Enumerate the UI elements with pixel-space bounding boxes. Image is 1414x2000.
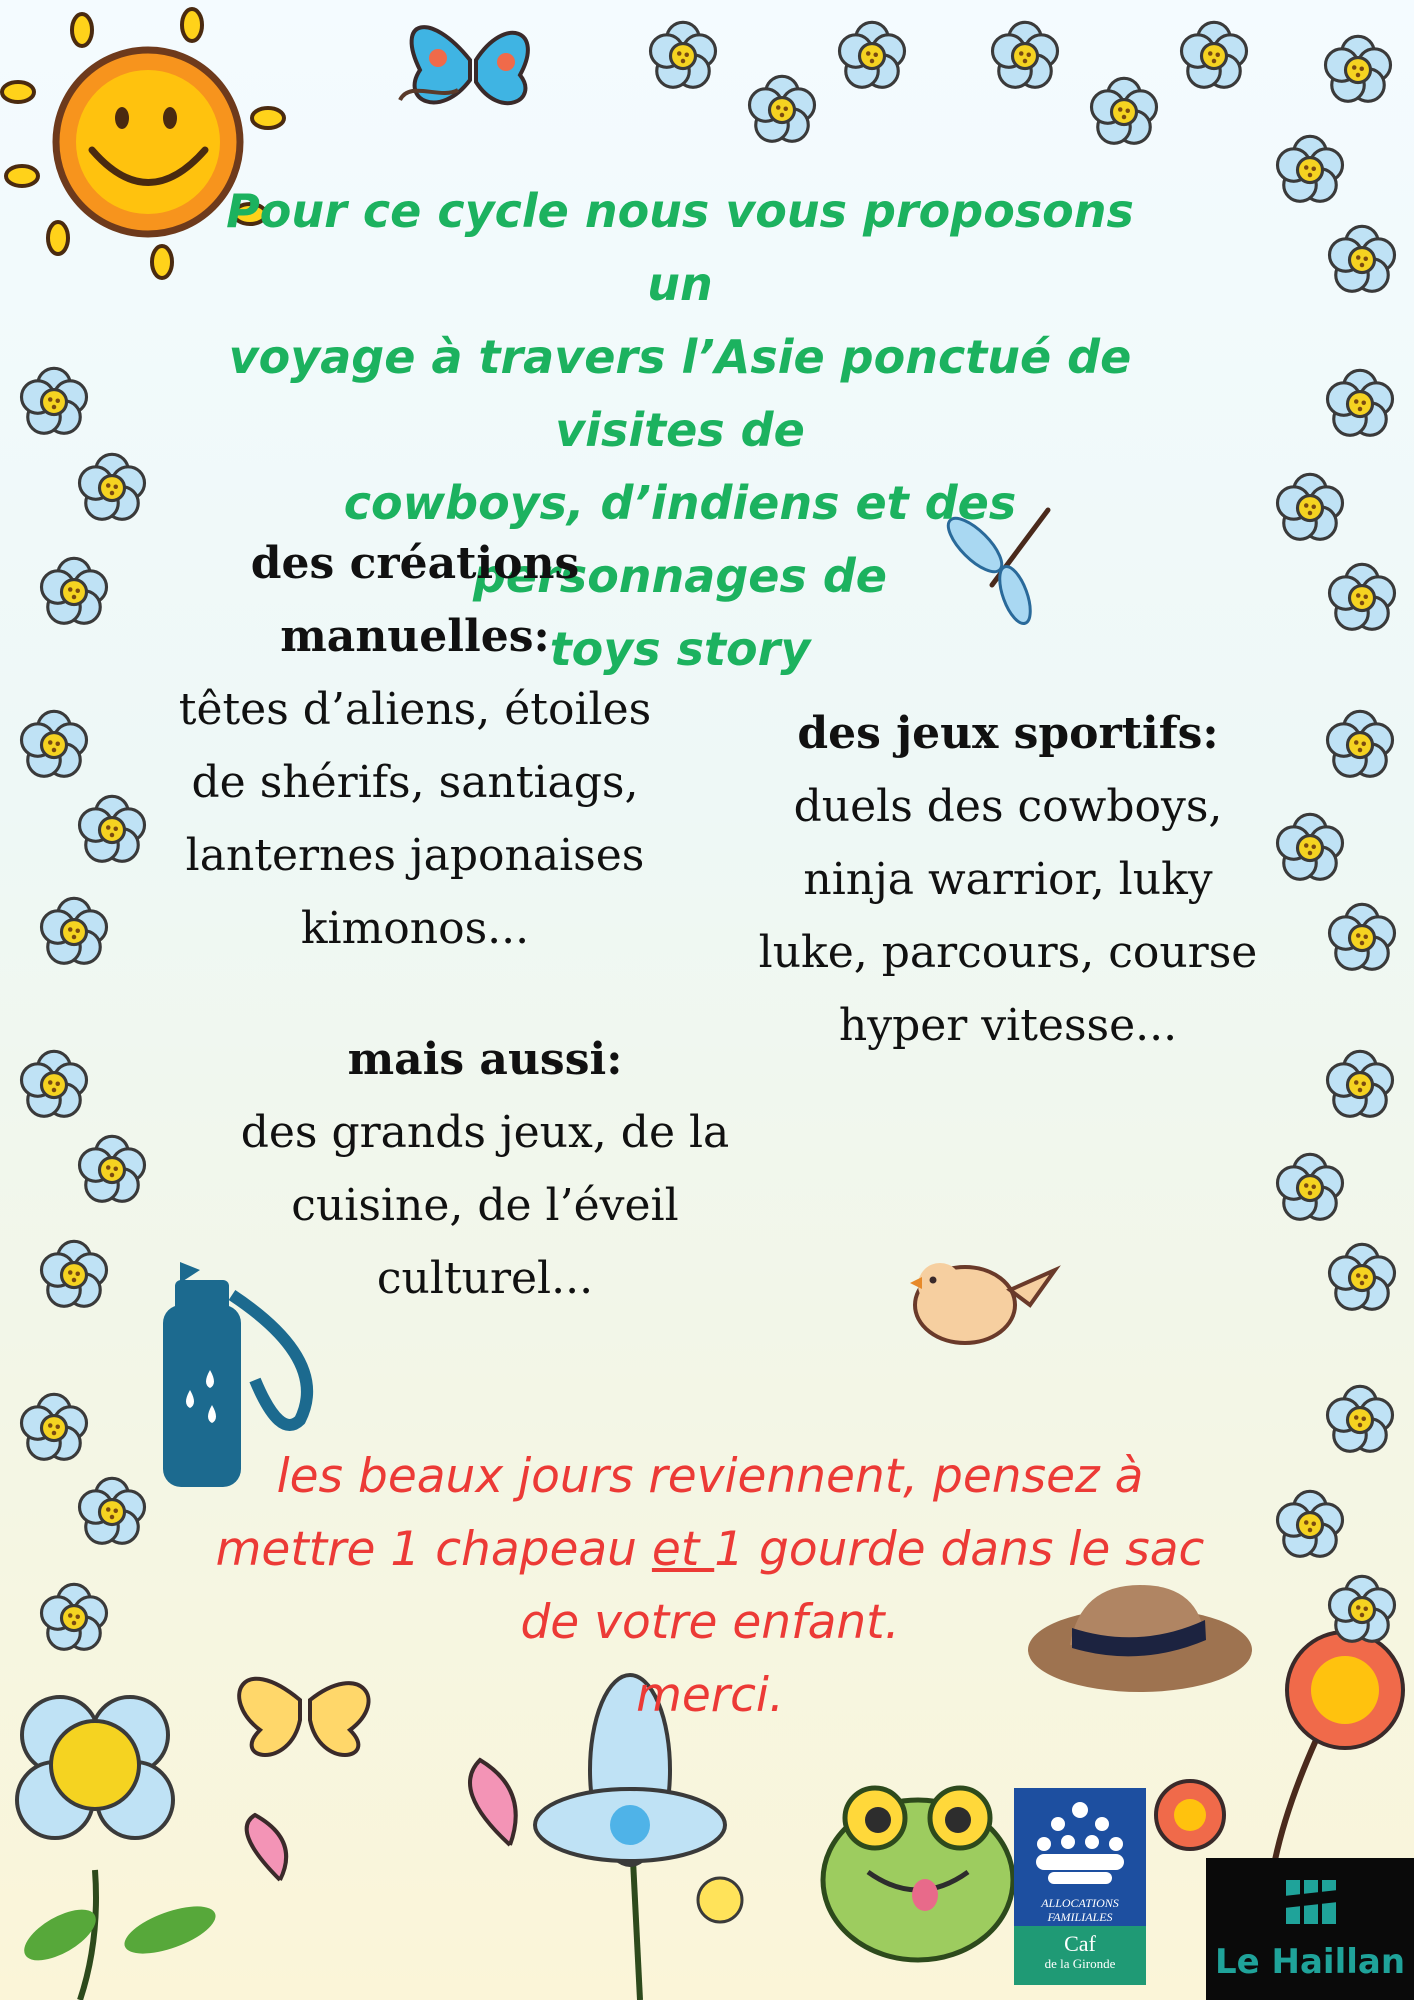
caf-label — [1014, 1896, 1146, 1924]
frog-icon — [823, 1788, 1013, 1960]
sports-body-line: hyper vitesse... — [838, 1000, 1178, 1051]
sports-section — [738, 697, 1278, 1062]
reminder-line: les beaux jours reviennent, pensez à — [276, 1449, 1144, 1504]
headline-line: toys story — [549, 622, 811, 676]
sports-body-line: duels des cowboys, — [793, 781, 1223, 832]
creations-heading-line: des créations — [250, 538, 580, 589]
creations-body-line: lanternes japonaises — [185, 830, 645, 881]
also-body-line: culturel... — [376, 1253, 594, 1304]
le-haillan-logo — [1206, 1858, 1414, 2000]
caf-name: Caf — [1064, 1931, 1096, 1956]
also-section — [215, 1023, 755, 1315]
creations-body-line: kimonos... — [300, 903, 530, 954]
also-body-line: des grands jeux, de la — [240, 1107, 730, 1158]
creations-body-line: têtes d’aliens, étoiles — [178, 684, 652, 735]
also-body-line: cuisine, de l’éveil — [291, 1180, 679, 1231]
creations-section — [155, 527, 675, 965]
headline-line: Pour ce cycle nous vous proposons un — [226, 184, 1134, 311]
reminder-text: mettre 1 chapeau — [215, 1522, 652, 1577]
sports-body-line: luke, parcours, course — [758, 927, 1258, 978]
sports-heading: des jeux sportifs: — [797, 708, 1219, 759]
caf-name-panel — [1014, 1926, 1146, 1985]
caf-logo — [1014, 1788, 1146, 1985]
le-haillan-emblem-icon — [1280, 1872, 1340, 1932]
headline-line: cowboys, d’indiens et des personnages de — [343, 476, 1017, 603]
sports-body-line: ninja warrior, luky — [803, 854, 1213, 905]
caf-label-line: ALLOCATIONS — [1041, 1896, 1119, 1910]
butterfly-icon — [400, 27, 528, 103]
creations-heading-line: manuelles: — [280, 611, 550, 662]
bird-icon — [910, 1263, 1055, 1343]
reminder — [190, 1440, 1230, 1732]
family-figures-icon — [1014, 1794, 1146, 1894]
reminder-line — [190, 1513, 1230, 1586]
caf-label-line: FAMILIALES — [1047, 1910, 1113, 1924]
caf-subtitle: de la Gironde — [1044, 1956, 1116, 1971]
reminder-text: 1 gourde dans le sac — [714, 1522, 1205, 1577]
headline-line: voyage à travers l’Asie ponctué de visites de — [228, 330, 1132, 457]
creations-body-line: de shérifs, santiags, — [191, 757, 639, 808]
reminder-line: de votre enfant. — [520, 1595, 900, 1650]
reminder-thanks: merci. — [636, 1668, 784, 1723]
reminder-underlined-text: et — [651, 1522, 715, 1577]
also-heading: mais aussi: — [347, 1034, 623, 1085]
le-haillan-name: Le Haillan — [1214, 1942, 1406, 1982]
